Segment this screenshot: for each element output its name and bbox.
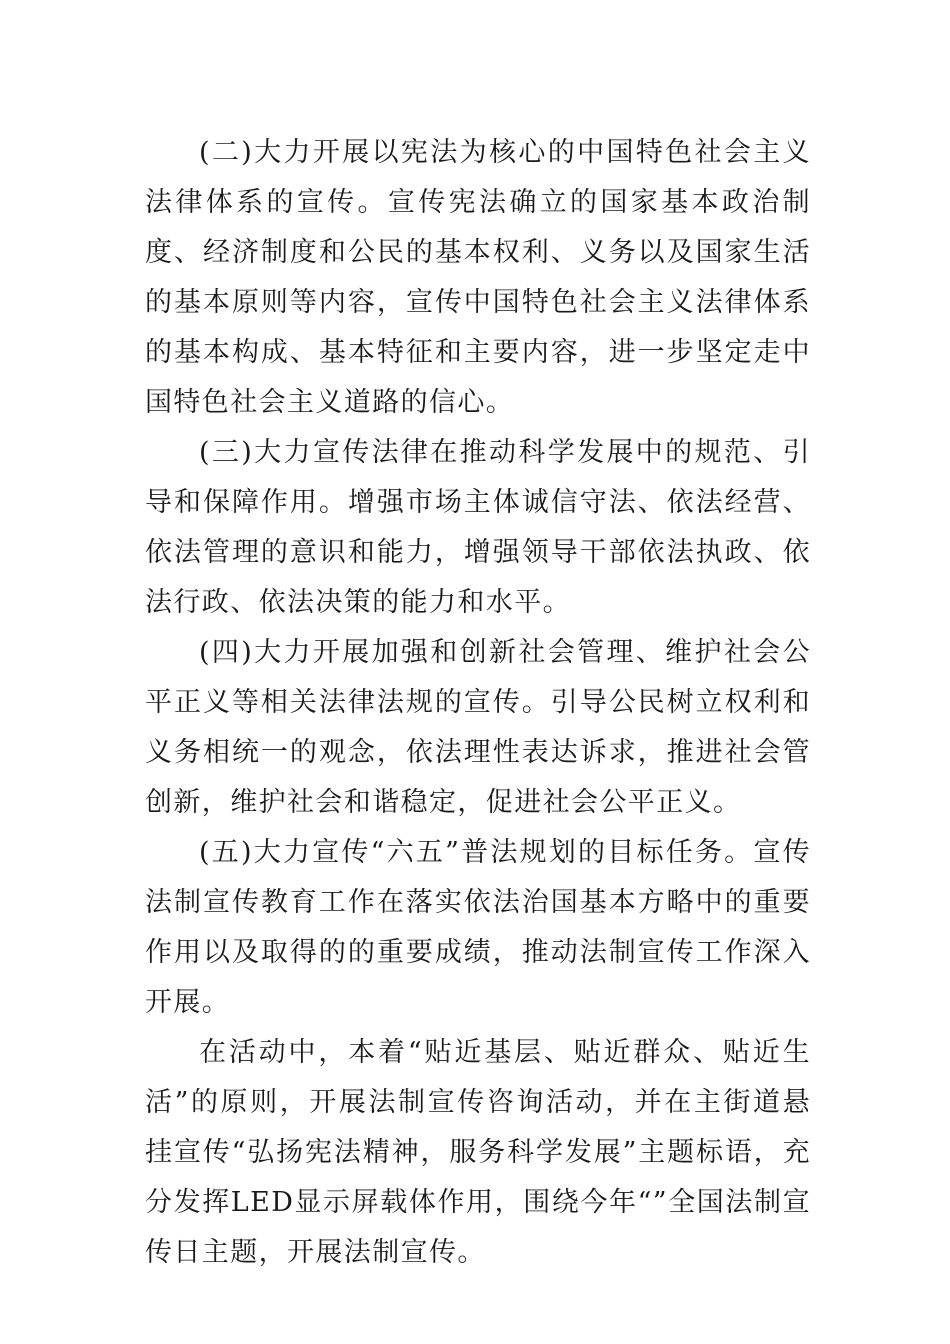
- paragraph-activity: 在活动中，本着“贴近基层、贴近群众、贴近生活”的原则，开展法制宣传咨询活动，并在主街道悬挂宣传“弘扬宪法精神，服务科学发展”主题标语，充分发挥LED显示屏载体作用，围绕今年“”全国法制宣传日主题，开展法制宣传。: [145, 1037, 811, 1268]
- paragraph-3: (三)大力宣传法律在推动科学发展中的规范、引导和保障作用。增强市场主体诚信守法、依法经营、依法管理的意识和能力，增强领导干部依法执政、依法行政、依法决策的能力和水平。: [145, 437, 811, 618]
- paragraph-5: (五)大力宣传“六五”普法规划的目标任务。宣传法制宣传教育工作在落实依法治国基本方略中的重要作用以及取得的的重要成绩，推动法制宣传工作深入开展。: [145, 837, 811, 1018]
- document-body: [145, 128, 811, 1278]
- paragraph-2: (二)大力开展以宪法为核心的中国特色社会主义法律体系的宣传。宣传宪法确立的国家基本政治制度、经济制度和公民的基本权利、义务以及国家生活的基本原则等内容，宣传中国特色社会主义法律体系的基本构成、基本特征和主要内容，进一步坚定走中国特色社会主义道路的信心。: [145, 137, 811, 418]
- paragraph-4: (四)大力开展加强和创新社会管理、维护社会公平正义等相关法律法规的宣传。引导公民树立权利和义务相统一的观念，依法理性表达诉求，推进社会管创新，维护社会和谐稳定，促进社会公平正义。: [145, 637, 811, 818]
